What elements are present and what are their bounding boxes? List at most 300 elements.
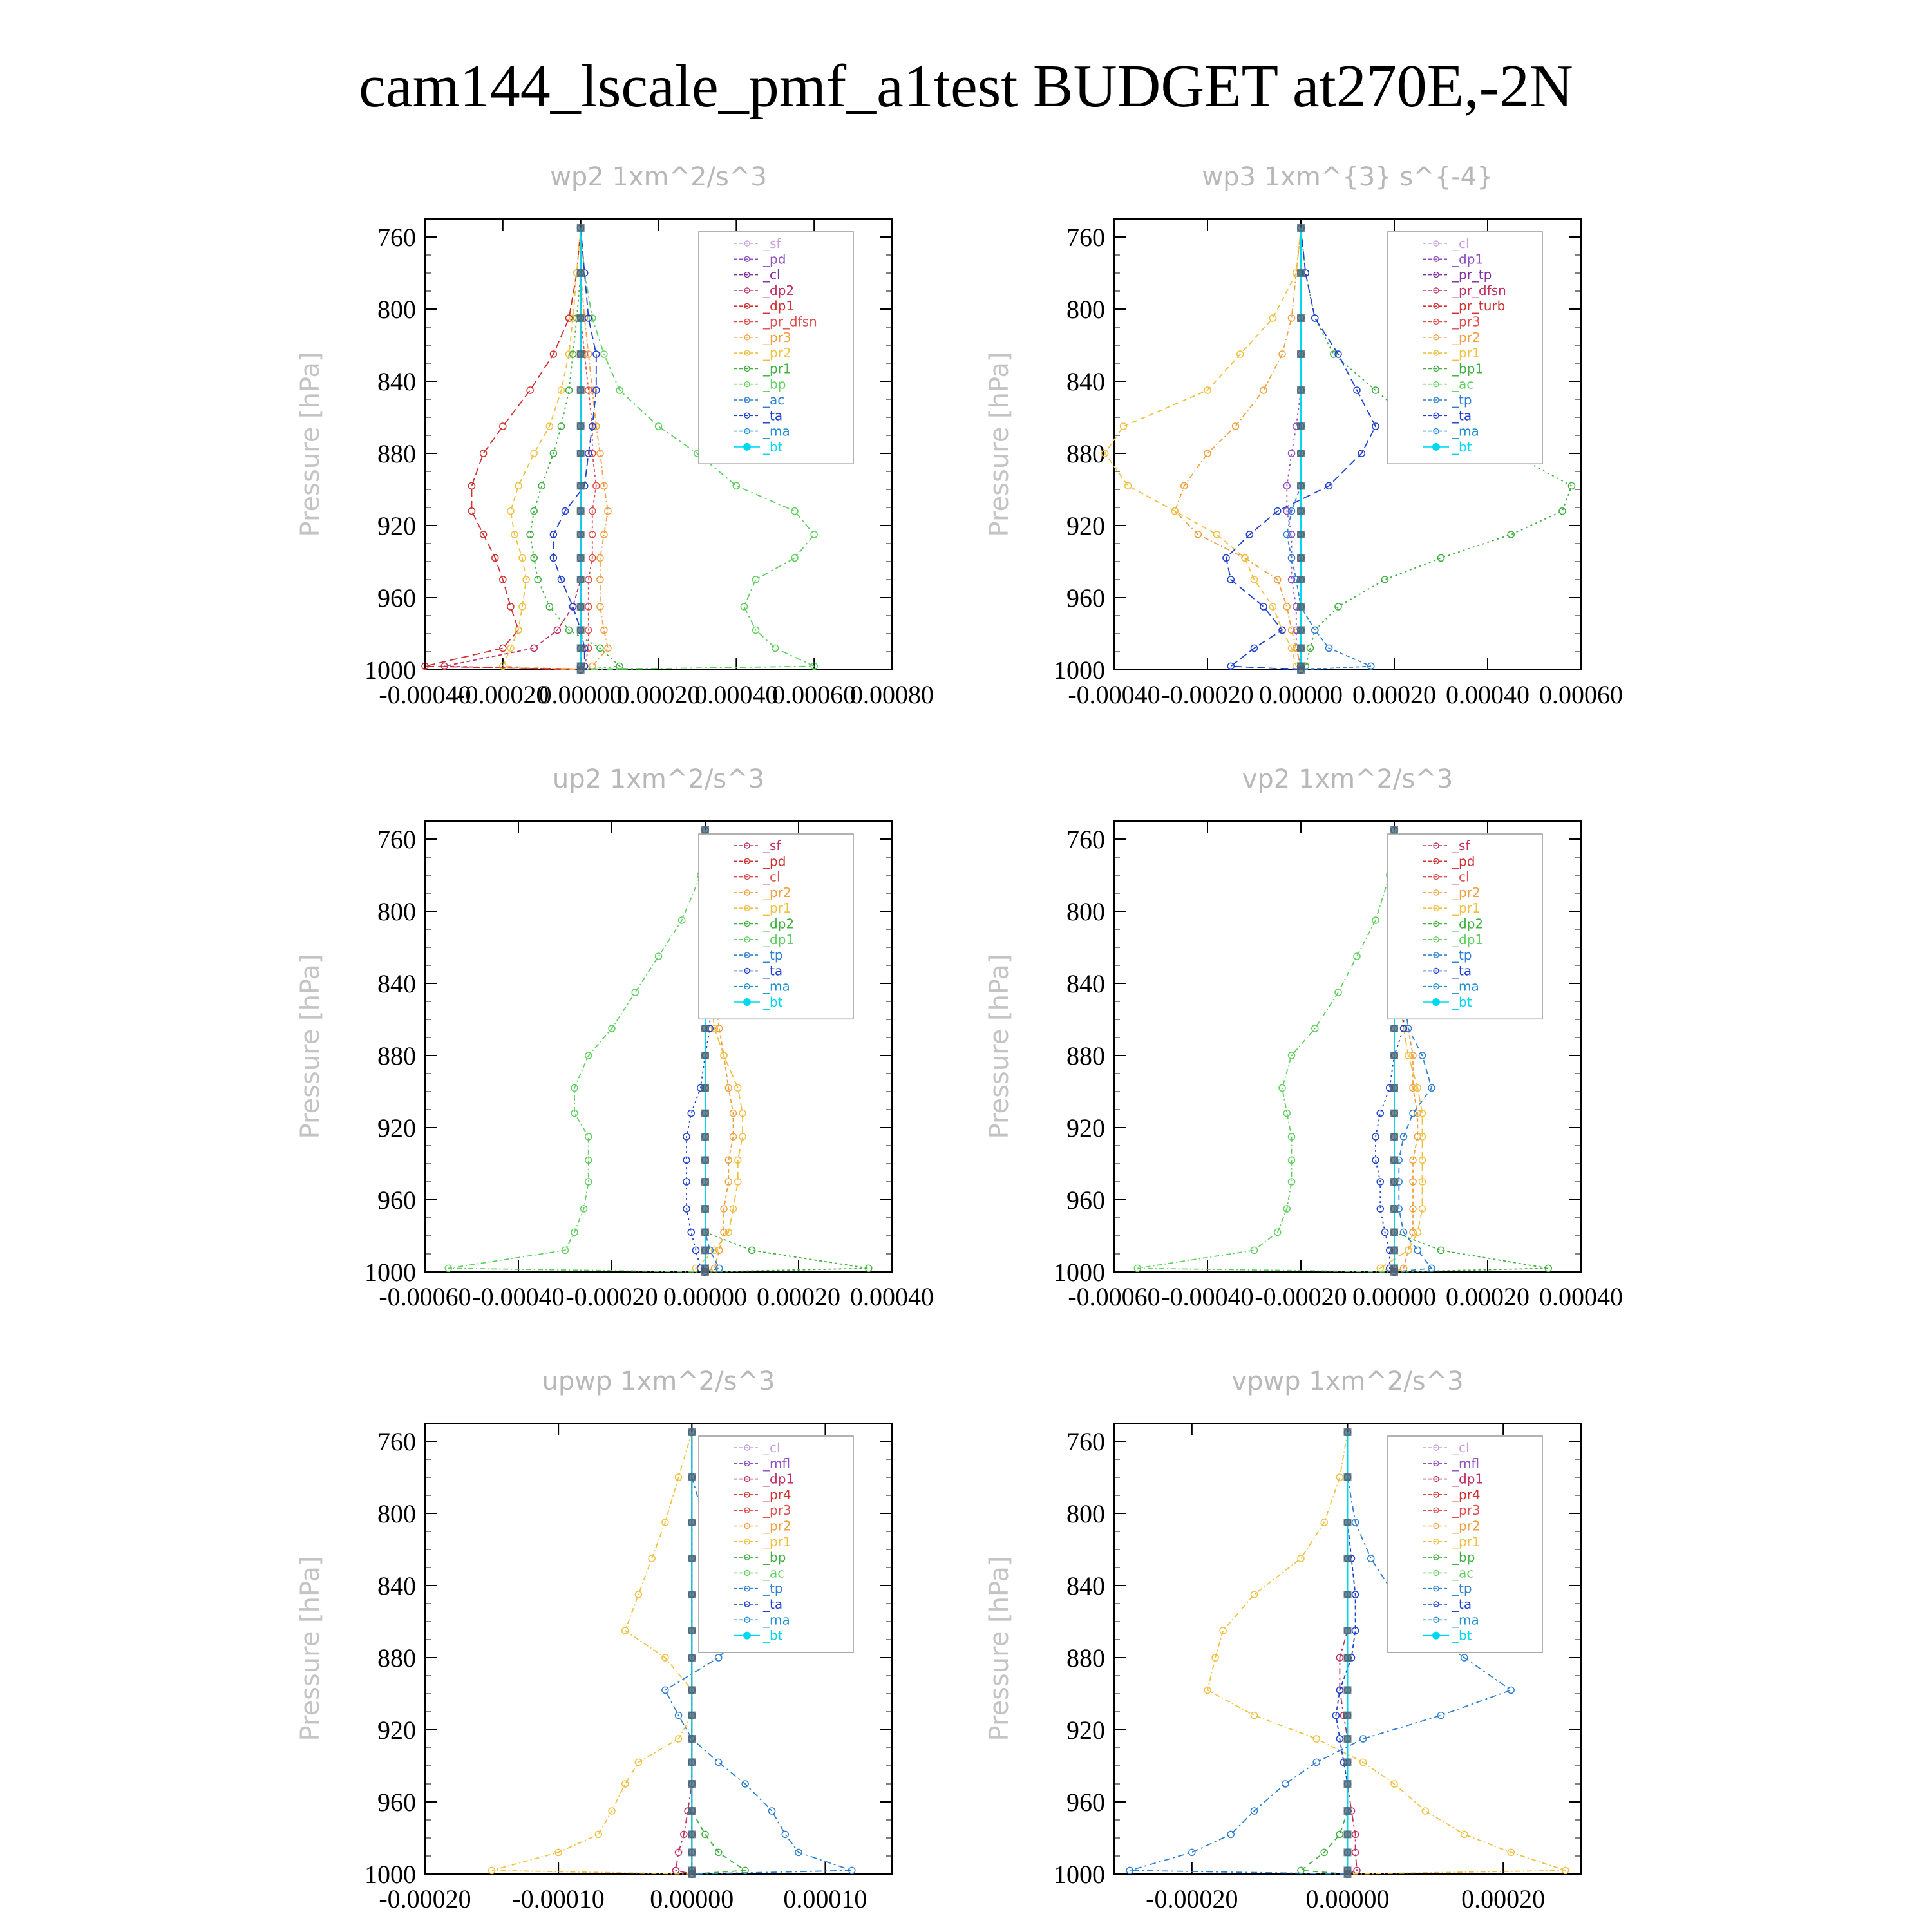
series-point bbox=[1344, 1654, 1352, 1662]
series-point bbox=[1390, 1084, 1398, 1092]
series-point bbox=[577, 576, 585, 583]
series-point bbox=[577, 644, 585, 652]
panel-title: upwp 1xm^2/s^3 bbox=[542, 1367, 775, 1396]
legend-label: _cl bbox=[1452, 236, 1470, 251]
y-tick-label: 800 bbox=[1066, 897, 1105, 926]
series-point bbox=[1390, 1228, 1398, 1236]
y-tick-label: 960 bbox=[377, 1788, 416, 1817]
series-line bbox=[1137, 830, 1394, 1272]
legend-label: _tp bbox=[763, 1580, 783, 1596]
series-point bbox=[1344, 1519, 1352, 1526]
series-point bbox=[1227, 1831, 1234, 1837]
series-point bbox=[733, 482, 739, 489]
series-point bbox=[656, 423, 662, 430]
legend-marker bbox=[1432, 443, 1440, 451]
panel-title: vp2 1xm^2/s^3 bbox=[1242, 764, 1454, 794]
series-point bbox=[1297, 450, 1305, 457]
y-tick-label: 920 bbox=[1066, 511, 1105, 540]
series-line bbox=[1175, 228, 1301, 670]
y-tick-label: 920 bbox=[377, 1113, 416, 1142]
series-point bbox=[701, 1246, 709, 1254]
series-point bbox=[1344, 1428, 1352, 1436]
legend-label: _pr4 bbox=[763, 1486, 791, 1502]
series-bp bbox=[1298, 1429, 1351, 1877]
series-point bbox=[1410, 1110, 1416, 1117]
y-tick-label: 800 bbox=[377, 295, 416, 324]
legend-label: _pr1 bbox=[763, 1533, 791, 1549]
series-point bbox=[772, 645, 779, 651]
series-point bbox=[1282, 1781, 1289, 1787]
legend-label: _ma bbox=[1452, 1612, 1479, 1628]
x-tick-label: -0.00040 bbox=[1068, 680, 1160, 709]
y-tick-label: 880 bbox=[1066, 1041, 1105, 1070]
series-point bbox=[577, 269, 585, 277]
series-point bbox=[577, 507, 585, 515]
series-point bbox=[656, 953, 662, 960]
panel-6 bbox=[985, 1367, 1581, 1913]
legend-label: _cl bbox=[763, 267, 781, 283]
series-point bbox=[1344, 1735, 1352, 1743]
series-point bbox=[1242, 554, 1248, 561]
series-point bbox=[1125, 482, 1132, 489]
series-point bbox=[701, 1228, 709, 1236]
legend-label: _pr2 bbox=[1452, 1518, 1481, 1534]
legend-label: _ac bbox=[763, 392, 785, 408]
legend-label: _bt bbox=[1452, 439, 1472, 455]
legend-label: _pr_tp bbox=[1452, 267, 1492, 283]
series-point bbox=[1344, 1555, 1352, 1562]
y-axis-label: Pressure [hPa] bbox=[296, 352, 325, 537]
x-tick-label: -0.00040 bbox=[379, 680, 471, 709]
x-tick-label: -0.00020 bbox=[379, 1884, 471, 1913]
series-point bbox=[701, 1133, 709, 1141]
series-point bbox=[1372, 917, 1379, 923]
legend-label: _ma bbox=[1452, 978, 1479, 994]
legend-label: _pr4 bbox=[1452, 1486, 1481, 1502]
series-point bbox=[688, 1110, 694, 1117]
series-dp2 bbox=[441, 225, 583, 673]
y-tick-label: 760 bbox=[377, 825, 416, 854]
series-point bbox=[688, 1519, 696, 1526]
series-point bbox=[702, 1831, 708, 1837]
x-tick-label: 0.00010 bbox=[783, 1884, 867, 1913]
legend-label: _bt bbox=[763, 994, 783, 1010]
legend-label: _sf bbox=[763, 236, 781, 251]
legend-label: _dp2 bbox=[763, 916, 795, 932]
legend-label: _dp1 bbox=[1452, 251, 1484, 267]
y-tick-label: 840 bbox=[377, 1571, 416, 1600]
series-point bbox=[1297, 626, 1305, 634]
x-tick-label: -0.00040 bbox=[1161, 1282, 1254, 1311]
series-point bbox=[1204, 450, 1211, 457]
series-point bbox=[507, 603, 514, 610]
series-point bbox=[1344, 1830, 1352, 1838]
y-tick-label: 840 bbox=[1066, 367, 1105, 396]
x-tick-label: 0.00040 bbox=[694, 680, 779, 709]
series-point bbox=[688, 1712, 696, 1719]
y-axis-label: Pressure [hPa] bbox=[296, 1556, 325, 1741]
panel-3 bbox=[296, 764, 934, 1311]
series-point bbox=[1390, 1110, 1398, 1117]
legend-label: _dp1 bbox=[763, 931, 795, 947]
series-point bbox=[1390, 1133, 1398, 1141]
series-point bbox=[1227, 663, 1234, 669]
legend-label: _ac bbox=[763, 1565, 785, 1581]
legend-label: _pr3 bbox=[1452, 314, 1481, 330]
series-point bbox=[701, 1268, 709, 1276]
series-point bbox=[811, 531, 817, 538]
series-point bbox=[688, 1735, 696, 1743]
series-point bbox=[1289, 1052, 1295, 1059]
x-tick-label: 0.00000 bbox=[1305, 1884, 1390, 1913]
legend-label: _pr2 bbox=[763, 884, 791, 900]
series-point bbox=[527, 387, 533, 393]
series-point bbox=[688, 1428, 696, 1436]
legend-label: _pr2 bbox=[763, 345, 791, 361]
legend-label: _cl bbox=[763, 1440, 781, 1455]
series-point bbox=[1414, 1247, 1421, 1253]
y-tick-label: 760 bbox=[1066, 223, 1105, 252]
series-point bbox=[1214, 531, 1220, 538]
x-tick-label: -0.00060 bbox=[379, 1282, 471, 1311]
series-point bbox=[570, 603, 576, 610]
series-point bbox=[688, 1686, 696, 1694]
series-point bbox=[1390, 1246, 1398, 1254]
series-bt bbox=[688, 1428, 696, 1878]
y-axis-label: Pressure [hPa] bbox=[296, 954, 325, 1139]
series-point bbox=[688, 1591, 696, 1598]
series-point bbox=[1368, 1555, 1374, 1562]
series-point bbox=[597, 554, 603, 561]
y-tick-label: 880 bbox=[377, 1643, 416, 1672]
legend-label: _pr2 bbox=[1452, 884, 1481, 900]
series-point bbox=[791, 554, 798, 561]
series-point bbox=[469, 508, 475, 515]
y-tick-label: 760 bbox=[1066, 825, 1105, 854]
series-point bbox=[1220, 1627, 1226, 1634]
series-line bbox=[581, 228, 608, 670]
legend-label: _ta bbox=[763, 963, 783, 979]
series-pr1 bbox=[489, 1429, 696, 1877]
series-point bbox=[688, 1807, 696, 1815]
y-tick-label: 880 bbox=[377, 1041, 416, 1070]
series-point bbox=[1335, 603, 1341, 610]
series-point bbox=[701, 1110, 709, 1117]
x-tick-label: -0.00020 bbox=[565, 1282, 658, 1311]
series-point bbox=[515, 482, 522, 489]
legend-label: _tp bbox=[1452, 392, 1472, 408]
series-point bbox=[1390, 826, 1398, 834]
series-point bbox=[1251, 1591, 1258, 1598]
series-point bbox=[1313, 1736, 1320, 1742]
y-tick-label: 880 bbox=[1066, 439, 1105, 468]
legend-label: _pd bbox=[763, 251, 786, 267]
legend-label: _cl bbox=[1452, 1440, 1470, 1455]
y-tick-label: 960 bbox=[1066, 1788, 1105, 1817]
y-tick-label: 840 bbox=[1066, 1571, 1105, 1600]
series-point bbox=[688, 1654, 696, 1662]
series-pr2 bbox=[1171, 225, 1304, 673]
legend-marker bbox=[743, 443, 751, 451]
y-tick-label: 760 bbox=[377, 1427, 416, 1456]
series-point bbox=[1438, 1712, 1444, 1719]
series-point bbox=[1251, 1712, 1258, 1719]
y-tick-label: 960 bbox=[1066, 1186, 1105, 1215]
series-point bbox=[577, 350, 585, 358]
series-point bbox=[1260, 603, 1267, 610]
series-point bbox=[1559, 508, 1566, 515]
series-point bbox=[577, 422, 585, 430]
x-tick-label: -0.00020 bbox=[1161, 680, 1254, 709]
series-point bbox=[1336, 1831, 1343, 1837]
legend-label: _pd bbox=[763, 853, 786, 869]
series-point bbox=[1335, 989, 1341, 996]
legend-label: _bt bbox=[1452, 1627, 1472, 1643]
series-point bbox=[1189, 1849, 1195, 1855]
y-tick-label: 1000 bbox=[365, 1860, 416, 1889]
series-point bbox=[701, 1025, 709, 1032]
series-line bbox=[444, 228, 581, 670]
series-point bbox=[688, 1555, 696, 1562]
series-point bbox=[741, 603, 747, 610]
legend-label: _ta bbox=[763, 1596, 783, 1612]
series-point bbox=[1344, 1627, 1352, 1634]
series-point bbox=[1354, 953, 1360, 960]
series-point bbox=[1461, 1831, 1468, 1837]
y-tick-label: 920 bbox=[1066, 1716, 1105, 1745]
series-point bbox=[688, 1870, 696, 1878]
y-axis-label: Pressure [hPa] bbox=[985, 954, 1014, 1139]
series-point bbox=[1438, 554, 1444, 561]
series-line bbox=[1301, 1432, 1348, 1874]
series-point bbox=[500, 423, 506, 430]
legend-marker bbox=[743, 998, 751, 1006]
y-tick-label: 960 bbox=[1066, 583, 1105, 612]
series-point bbox=[1344, 1780, 1352, 1788]
y-tick-label: 1000 bbox=[365, 1258, 416, 1287]
panel-4 bbox=[985, 764, 1623, 1311]
series-point bbox=[622, 1781, 629, 1787]
legend-label: _pr_dfsn bbox=[763, 314, 817, 330]
series-point bbox=[1297, 554, 1305, 562]
series-point bbox=[1390, 1205, 1398, 1213]
series-point bbox=[1270, 315, 1276, 321]
legend-label: _pr3 bbox=[1452, 1502, 1481, 1519]
legend-label: _pr1 bbox=[763, 900, 791, 916]
series-point bbox=[577, 482, 585, 489]
y-tick-label: 800 bbox=[377, 897, 416, 926]
series-pr1 bbox=[1102, 225, 1305, 673]
series-point bbox=[1297, 269, 1305, 277]
series-point bbox=[1344, 1807, 1352, 1815]
x-tick-label: -0.00020 bbox=[1146, 1884, 1238, 1913]
y-tick-label: 800 bbox=[1066, 1499, 1105, 1528]
x-tick-label: 0.00080 bbox=[850, 680, 934, 709]
x-tick-label: 0.00000 bbox=[1352, 1282, 1436, 1311]
legend-label: _pr2 bbox=[763, 1518, 791, 1534]
series-point bbox=[1297, 422, 1305, 430]
x-tick-label: -0.00040 bbox=[472, 1282, 565, 1311]
legend-label: _pd bbox=[1452, 853, 1475, 869]
legend-label: _ac bbox=[1452, 1565, 1474, 1581]
panel-title: vpwp 1xm^2/s^3 bbox=[1231, 1367, 1464, 1396]
series-point bbox=[538, 482, 545, 489]
series-point bbox=[1313, 1759, 1320, 1765]
series-point bbox=[701, 1084, 709, 1092]
series-point bbox=[662, 1687, 668, 1693]
series-line bbox=[492, 1432, 692, 1874]
series-point bbox=[1382, 576, 1388, 583]
series-point bbox=[688, 1758, 696, 1766]
legend-label: _sf bbox=[763, 838, 781, 853]
series-point bbox=[632, 989, 638, 996]
y-tick-label: 800 bbox=[377, 1499, 416, 1528]
series-pr2 bbox=[500, 225, 584, 673]
x-tick-label: 0.00020 bbox=[1352, 680, 1436, 709]
y-tick-label: 880 bbox=[377, 439, 416, 468]
legend-label: _ma bbox=[763, 978, 790, 994]
series-dp1 bbox=[445, 827, 708, 1275]
legend-marker bbox=[1432, 1632, 1440, 1640]
legend-label: _ma bbox=[763, 1612, 790, 1628]
legend-label: _tp bbox=[1452, 947, 1472, 963]
y-tick-label: 960 bbox=[377, 1186, 416, 1215]
series-point bbox=[1297, 350, 1305, 358]
series-line bbox=[503, 228, 581, 670]
x-tick-label: 0.00000 bbox=[538, 680, 623, 709]
series-point bbox=[769, 1808, 775, 1814]
series-point bbox=[577, 224, 585, 232]
series-point bbox=[715, 1759, 722, 1765]
series-point bbox=[1414, 1229, 1421, 1235]
series-point bbox=[1297, 482, 1305, 489]
series-point bbox=[507, 508, 514, 515]
legend-label: _bt bbox=[763, 1627, 783, 1643]
legend-label: _ta bbox=[763, 408, 783, 424]
y-tick-label: 920 bbox=[1066, 1113, 1105, 1142]
y-tick-label: 840 bbox=[377, 367, 416, 396]
series-point bbox=[1297, 644, 1305, 652]
x-tick-label: 0.00000 bbox=[663, 1282, 747, 1311]
legend-label: _pr1 bbox=[1452, 1533, 1481, 1549]
legend-label: _dp1 bbox=[1452, 1471, 1484, 1487]
series-point bbox=[701, 826, 709, 834]
series-point bbox=[1297, 666, 1305, 674]
series-point bbox=[701, 1178, 709, 1186]
legend-label: _pr_dfsn bbox=[1452, 282, 1506, 298]
x-tick-label: 0.00060 bbox=[1539, 680, 1623, 709]
series-point bbox=[735, 1084, 741, 1091]
x-tick-label: 0.00020 bbox=[616, 680, 701, 709]
legend-label: _dp2 bbox=[1452, 916, 1484, 932]
y-tick-label: 880 bbox=[1066, 1643, 1105, 1672]
x-tick-label: -0.00020 bbox=[1255, 1282, 1347, 1311]
y-tick-label: 840 bbox=[377, 969, 416, 998]
y-tick-label: 920 bbox=[377, 511, 416, 540]
figure-title: cam144_lscale_pmf_a1test BUDGET at270E,-2N bbox=[359, 53, 1573, 120]
legend-label: _sf bbox=[1452, 838, 1470, 853]
x-tick-label: 0.00040 bbox=[1446, 680, 1530, 709]
legend-label: _cl bbox=[1452, 869, 1470, 885]
series-point bbox=[688, 1627, 696, 1634]
series-line bbox=[448, 830, 705, 1272]
legend-label: _pr2 bbox=[1452, 329, 1481, 345]
series-point bbox=[688, 1780, 696, 1788]
series-point bbox=[1297, 507, 1305, 515]
legend-label: _cl bbox=[763, 869, 781, 885]
legend-label: _dp2 bbox=[763, 282, 795, 298]
series-point bbox=[1360, 1736, 1367, 1742]
y-axis-label: Pressure [hPa] bbox=[985, 1556, 1014, 1741]
y-tick-label: 840 bbox=[1066, 969, 1105, 998]
legend-label: _ma bbox=[763, 423, 790, 439]
y-tick-label: 1000 bbox=[1054, 1860, 1105, 1889]
series-point bbox=[1390, 1268, 1398, 1276]
series-point bbox=[1390, 1178, 1398, 1186]
series-point bbox=[577, 626, 585, 634]
series-point bbox=[715, 1654, 722, 1661]
legend-label: _ac bbox=[1452, 376, 1474, 392]
legend-label: _bp1 bbox=[1452, 361, 1484, 377]
legend-label: _mfl bbox=[1452, 1455, 1480, 1472]
series-point bbox=[469, 482, 475, 489]
panel-1 bbox=[296, 162, 934, 709]
y-tick-label: 760 bbox=[1066, 1427, 1105, 1456]
series-point bbox=[595, 1831, 601, 1837]
series-point bbox=[1344, 1848, 1352, 1856]
series-point bbox=[1344, 1758, 1352, 1766]
series-point bbox=[577, 531, 585, 538]
series-point bbox=[577, 554, 585, 562]
series-point bbox=[577, 666, 585, 674]
legend-label: _tp bbox=[763, 947, 783, 963]
series-point bbox=[480, 450, 487, 457]
series-point bbox=[577, 603, 585, 611]
legend-label: _pr3 bbox=[763, 1502, 791, 1519]
legend-label: _ta bbox=[1452, 963, 1472, 979]
panel-title: wp2 1xm^2/s^3 bbox=[550, 162, 767, 192]
legend-label: _pr1 bbox=[763, 361, 791, 377]
series-point bbox=[701, 1052, 709, 1059]
y-tick-label: 760 bbox=[377, 223, 416, 252]
series-point bbox=[1344, 1686, 1352, 1694]
x-tick-label: 0.00000 bbox=[1259, 680, 1343, 709]
x-tick-label: 0.00040 bbox=[850, 1282, 934, 1311]
x-tick-label: 0.00020 bbox=[757, 1282, 840, 1311]
series-point bbox=[1344, 1591, 1352, 1598]
x-tick-label: 0.00020 bbox=[1461, 1884, 1546, 1913]
series-point bbox=[1297, 314, 1305, 322]
panel-2 bbox=[985, 162, 1623, 709]
legend-label: _pr1 bbox=[1452, 345, 1481, 361]
series-point bbox=[531, 450, 537, 457]
y-tick-label: 800 bbox=[1066, 295, 1105, 324]
y-tick-label: 1000 bbox=[365, 656, 416, 685]
series-point bbox=[1390, 1156, 1398, 1164]
series-point bbox=[1390, 1025, 1398, 1032]
series-point bbox=[1233, 423, 1239, 430]
legend-label: _pr1 bbox=[1452, 900, 1481, 916]
legend-label: _tp bbox=[1452, 1580, 1472, 1596]
panel-title: wp3 1xm^{3} s^{-4} bbox=[1202, 162, 1493, 192]
series-bt bbox=[577, 224, 585, 674]
legend-label: _ma bbox=[1452, 423, 1479, 439]
series-point bbox=[1508, 1687, 1514, 1693]
series-point bbox=[676, 1849, 682, 1855]
series-dp1 bbox=[422, 225, 584, 673]
legend-label: _bp bbox=[1452, 1549, 1475, 1566]
series-point bbox=[1344, 1712, 1352, 1719]
